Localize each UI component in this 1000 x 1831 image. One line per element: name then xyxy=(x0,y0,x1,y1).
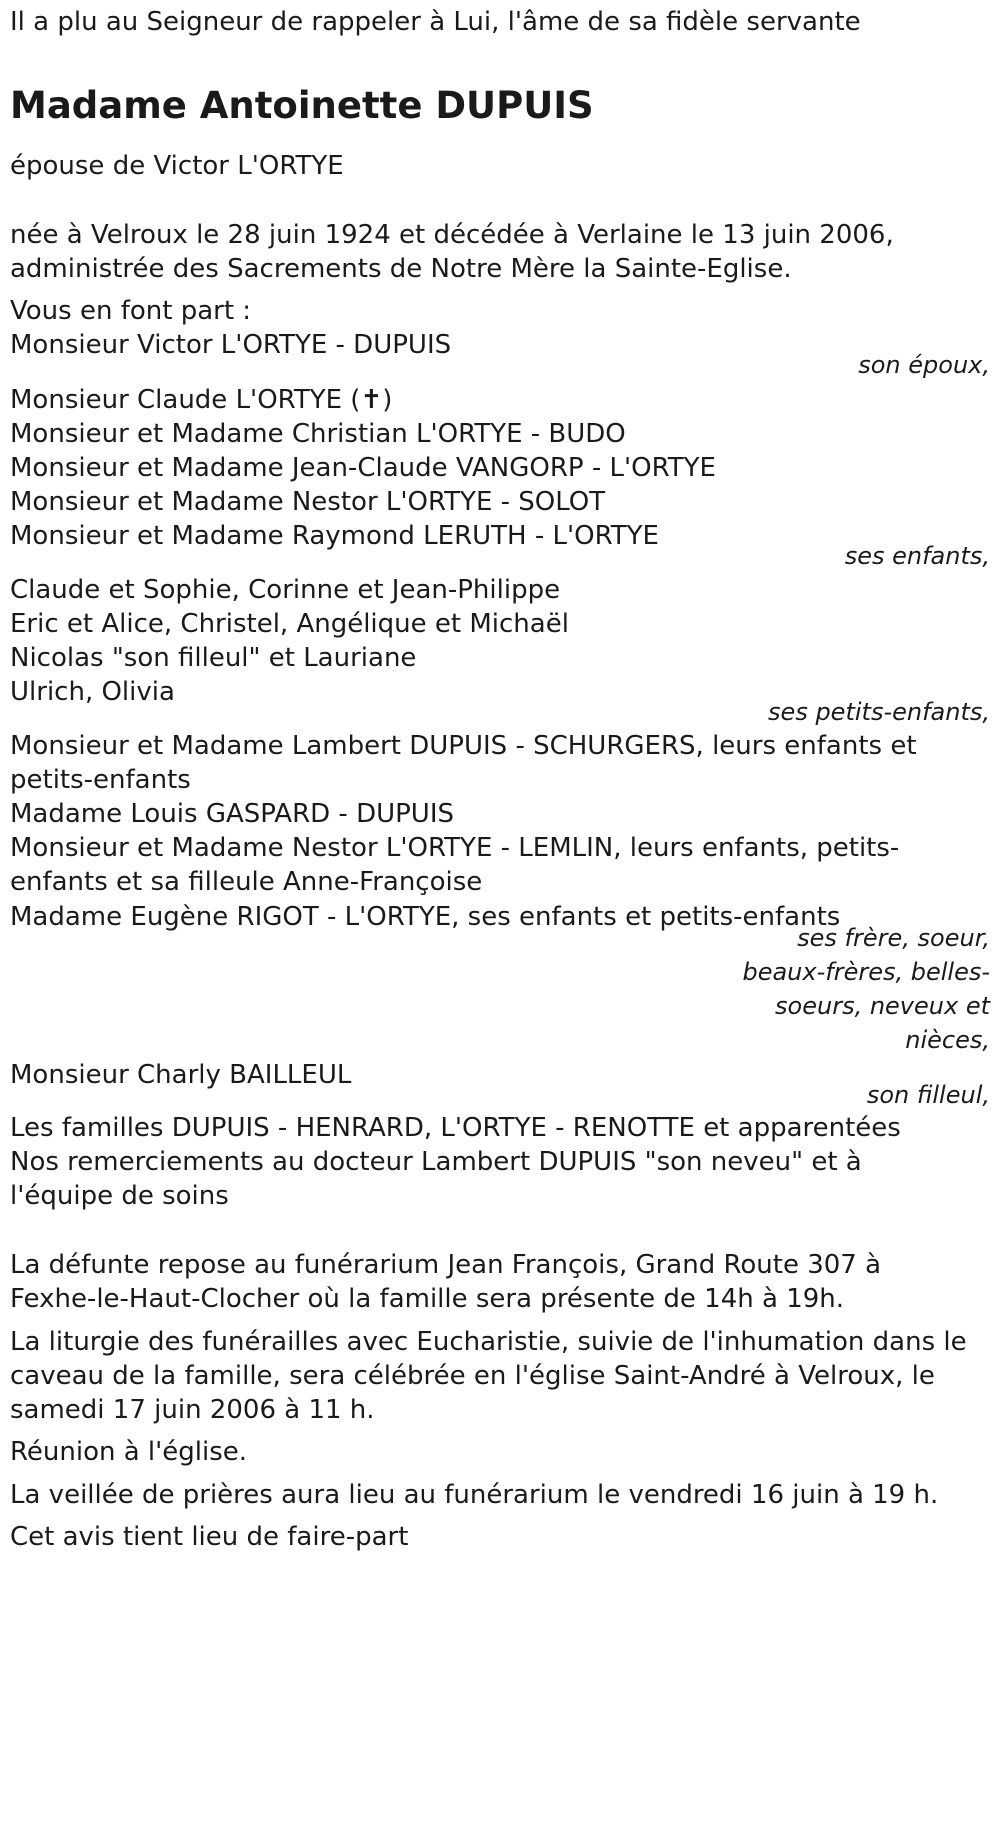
child-name: Monsieur et Madame Christian L'ORTYE - BUDO xyxy=(10,419,626,449)
funeral-home-line-2: Fexhe-le-Haut-Clocher où la famille sera présente de 14h à 19h. xyxy=(10,1284,845,1314)
birth-death-line-1: née à Velroux le 28 juin 1924 et décédée à Verlaine le 13 juin 2006, xyxy=(10,220,894,250)
announce-text: Vous en font part : xyxy=(10,296,252,326)
thanks-line-2: l'équipe de soins xyxy=(10,1181,229,1211)
relation-godson: son filleul, xyxy=(866,1081,990,1109)
sibling-line: Madame Eugène RIGOT - L'ORTYE, ses enfants et petits-enfants xyxy=(10,902,841,932)
closing-line: Cet avis tient lieu de faire-part xyxy=(10,1522,409,1552)
liturgy-line-2: caveau de la famille, sera célébrée en l'église Saint-André à Velroux, le xyxy=(10,1361,935,1391)
child-name-close: ) xyxy=(382,385,393,415)
relation-children: ses enfants, xyxy=(844,542,990,570)
meeting-line: Réunion à l'église. xyxy=(10,1437,248,1467)
grandchild-name: Claude et Sophie, Corinne et Jean-Philippe xyxy=(10,575,561,605)
spouse-name: Monsieur Victor L'ORTYE - DUPUIS xyxy=(10,330,452,360)
relation-siblings-2: beaux-frères, belles- xyxy=(742,958,990,986)
sibling-line: enfants et sa filleule Anne-Françoise xyxy=(10,867,483,897)
relation-spouse: son époux, xyxy=(858,351,990,379)
grandchild-name: Ulrich, Olivia xyxy=(10,677,175,707)
thanks-line-1: Nos remerciements au docteur Lambert DUPUIS "son neveu" et à xyxy=(10,1147,862,1177)
liturgy-line-1: La liturgie des funérailles avec Eucharistie, suivie de l'inhumation dans le xyxy=(10,1327,967,1357)
sibling-line: Monsieur et Madame Nestor L'ORTYE - LEMLIN, leurs enfants, petits- xyxy=(10,833,900,863)
funeral-home-line-1: La défunte repose au funérarium Jean François, Grand Route 307 à xyxy=(10,1250,882,1280)
vigil-line: La veillée de prières aura lieu au funérarium le vendredi 16 juin à 19 h. xyxy=(10,1480,939,1510)
grandchild-name: Eric et Alice, Christel, Angélique et Michaël xyxy=(10,609,569,639)
godson-name: Monsieur Charly BAILLEUL xyxy=(10,1060,352,1090)
relation-siblings-3: soeurs, neveux et xyxy=(775,992,990,1020)
birth-death-line-2: administrée des Sacrements de Notre Mère la Sainte-Eglise. xyxy=(10,254,792,284)
child-name: Monsieur et Madame Nestor L'ORTYE - SOLOT xyxy=(10,487,606,517)
sibling-line: petits-enfants xyxy=(10,765,191,795)
child-name: Monsieur et Madame Raymond LERUTH - L'ORTYE xyxy=(10,521,659,551)
sibling-line: Monsieur et Madame Lambert DUPUIS - SCHURGERS, leurs enfants et xyxy=(10,731,917,761)
families-line: Les familles DUPUIS - HENRARD, L'ORTYE - RENOTTE et apparentées xyxy=(10,1113,901,1143)
intro-text: Il a plu au Seigneur de rappeler à Lui, l'âme de sa fidèle servante xyxy=(10,7,861,37)
relation-grandchildren: ses petits-enfants, xyxy=(768,698,990,726)
relation-siblings-4: nièces, xyxy=(905,1026,990,1054)
cross-icon: ✝ xyxy=(360,385,383,415)
child-name: Monsieur et Madame Jean-Claude VANGORP - L'ORTYE xyxy=(10,453,716,483)
sibling-line: Madame Louis GASPARD - DUPUIS xyxy=(10,799,455,829)
spouse-line: épouse de Victor L'ORTYE xyxy=(10,151,344,181)
liturgy-line-3: samedi 17 juin 2006 à 11 h. xyxy=(10,1395,375,1425)
child-name-text: Monsieur Claude L'ORTYE ( xyxy=(10,385,361,415)
grandchild-name: Nicolas "son filleul" et Lauriane xyxy=(10,643,417,673)
relation-siblings-1: ses frère, soeur, xyxy=(797,924,990,952)
deceased-name: Madame Antoinette DUPUIS xyxy=(10,84,594,127)
